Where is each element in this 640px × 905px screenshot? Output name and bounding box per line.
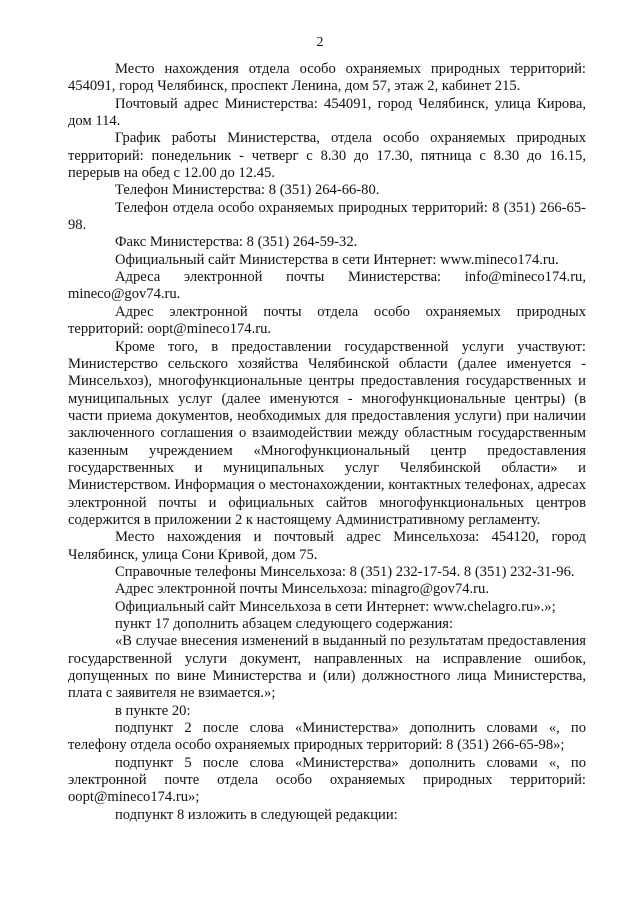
paragraph: Телефон Министерства: 8 (351) 264-66-80. xyxy=(115,182,380,199)
paragraph: пункт 17 дополнить абзацем следующего содержания: xyxy=(115,616,454,632)
paragraph: в пункте 20: xyxy=(115,702,191,719)
page-number: 2 xyxy=(316,35,324,50)
paragraph: подпункт 5 после слова «Министерства» дополнить словами «, по электронной почте отдела особо охраняемых природных территорий: oopt@mineco174.ru»; xyxy=(68,754,586,806)
paragraph: Место нахождения и почтовый адрес Минсельхоза: 454120, город Челябинск, улица Сони Кривой, дом 75. xyxy=(68,529,586,563)
paragraph: Кроме того, в предоставлении государственной услуги участвуют: Министерство сельского хозяйства Челябинской области (далее именуется - Минсельхоз), многофункциональные центры предоставления государственных и муниципальных услуг (далее именуются - многофункциональные центры) (в части приема документов, необходимых для предоставления услуги) при наличии заключенного соглашения о взаимодействии между областным государственным казенным учреждением «Многофункциональный центр предоставления государственных и муниципальных услуг Челябинской области» и Министерством. Информация о местонахождении, контактных телефонах, адресах электронной почты и официальных сайтов многофункциональных центров содержится в приложении 2 к настоящему Административному регламенту. xyxy=(68,338,586,528)
paragraph: Адреса электронной почты Министерства: info@mineco174.ru, mineco@gov74.ru. xyxy=(68,269,586,303)
paragraph: Факс Министерства: 8 (351) 264-59-32. xyxy=(115,234,358,251)
paragraph: Официальный сайт Минсельхоза в сети Интернет: www.chelagro.ru».»; xyxy=(115,598,556,615)
paragraph: Место нахождения отдела особо охраняемых природных территорий: 454091, город Челябинск, проспект Ленина, дом 57, этаж 2, кабинет 215. xyxy=(68,61,586,95)
paragraph: График работы Министерства, отдела особо охраняемых природных территорий: понедельник - четверг с 8.30 до 17.30, пятница с 8.30 до 16.15, перерыв на обед с 12.00 до 12.45. xyxy=(68,130,586,182)
paragraph: подпункт 2 после слова «Министерства» дополнить словами «, по телефону отдела особо охраняемых природных территорий: 8 (351) 266-65-98»; xyxy=(68,720,586,754)
paragraph: Почтовый адрес Министерства: 454091, город Челябинск, улица Кирова, дом 114. xyxy=(68,95,586,130)
paragraph: Телефон отдела особо охраняемых природных территорий: 8 (351) 266-65-98. xyxy=(68,199,586,234)
paragraph: Адрес электронной почты отдела особо охраняемых природных территорий: oopt@mineco174.ru. xyxy=(68,303,586,338)
paragraph: Справочные телефоны Минсельхоза: 8 (351) 232-17-54. 8 (351) 232-31-96. xyxy=(115,563,575,580)
document-body xyxy=(68,61,586,824)
paragraph: «В случае внесения изменений в выданный по результатам предоставления государственной услуги документ, направленных на исправление ошибок, допущенных по вине Министерства и (или) должностного лица Министерства, плата с заявителя не взимается.»; xyxy=(68,633,586,702)
paragraph: подпункт 8 изложить в следующей редакции: xyxy=(115,806,398,823)
paragraph: Адрес электронной почты Минсельхоза: minagro@gov74.ru. xyxy=(115,581,489,598)
paragraph: Официальный сайт Министерства в сети Интернет: www.mineco174.ru. xyxy=(115,251,559,268)
